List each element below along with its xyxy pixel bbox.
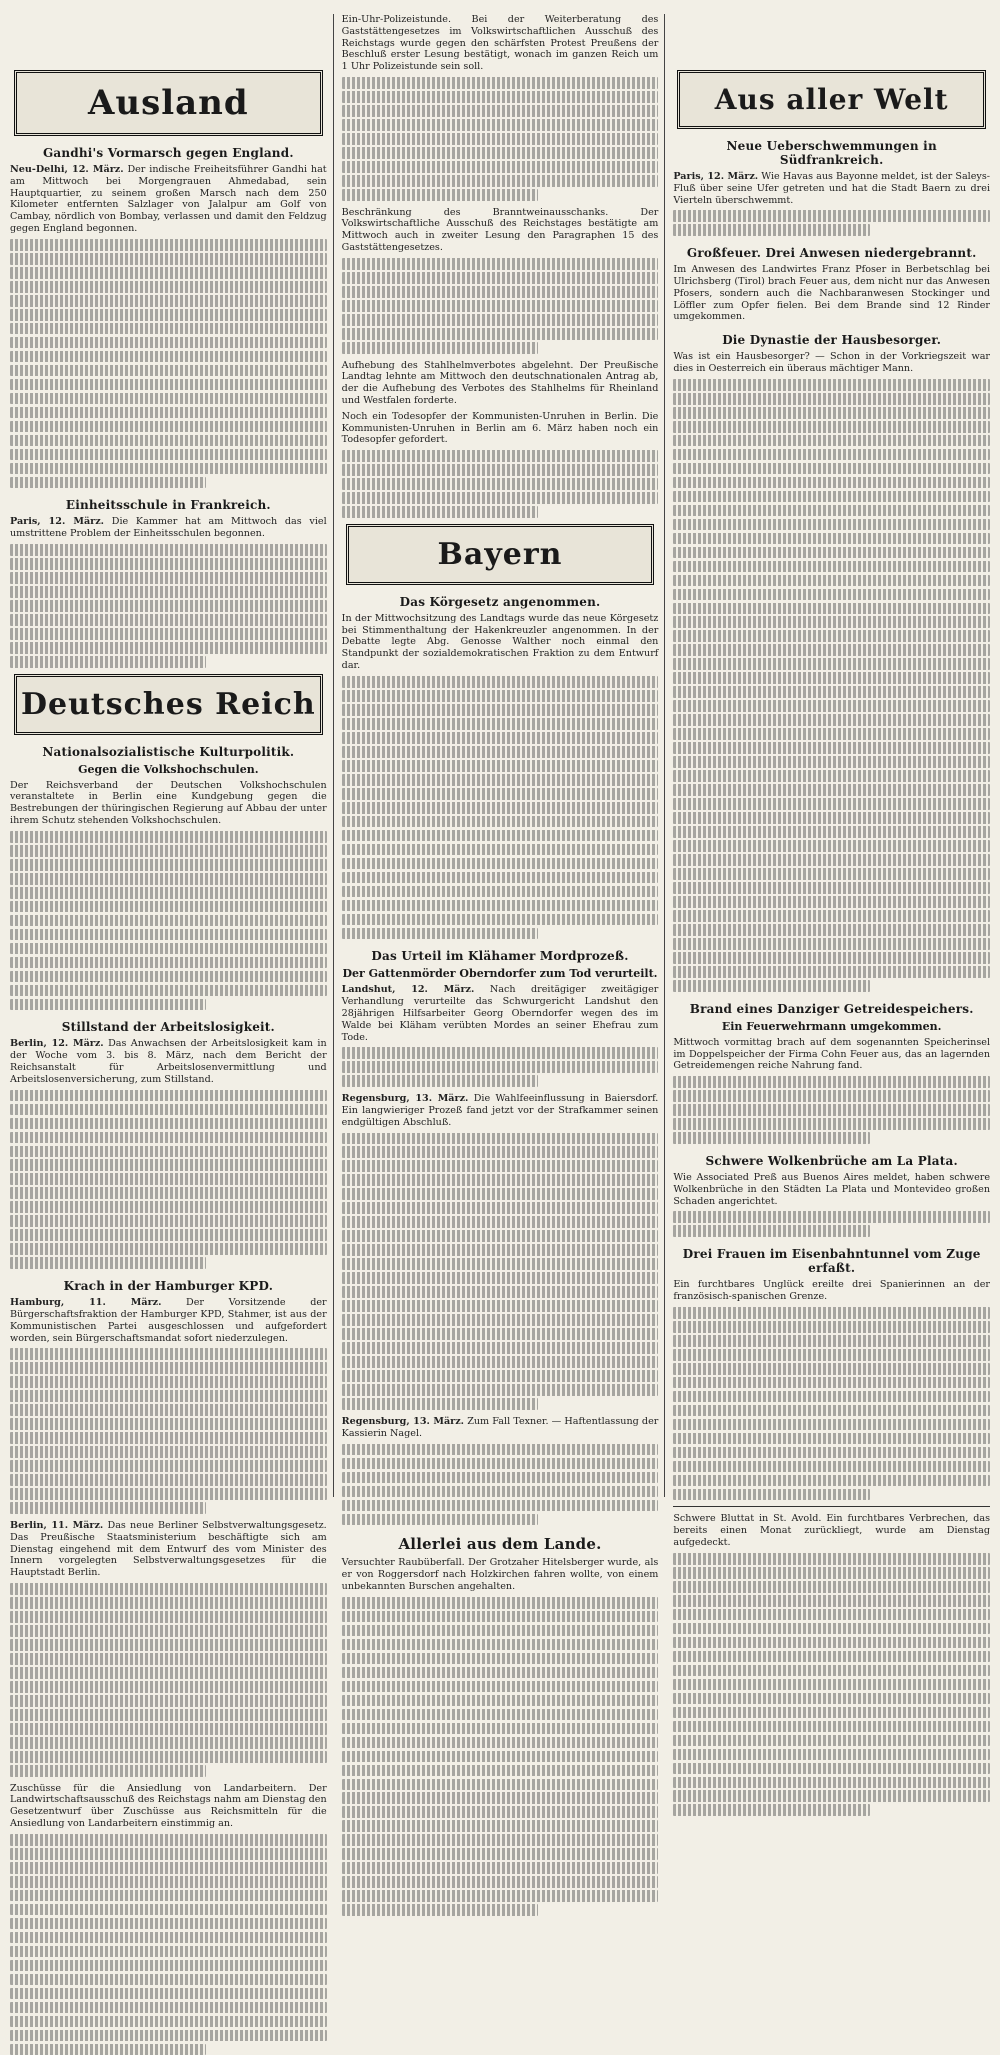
article	[673, 333, 990, 992]
article-body	[10, 1038, 327, 1085]
article-lead: Wie Associated Preß aus Buenos Aires meldet, haben schwere Wolkenbrüche in den Städten La Plata und Montevideo großen Schaden angerichtet.	[673, 1172, 991, 1207]
article-lead: Was ist ein Hausbesorger? — Schon in der Vorkriegszeit war dies in Oesterreich ein überaus mächtiger Mann.	[673, 351, 991, 374]
article-lead: Die Kammer hat am Mittwoch das viel umstrittene Problem der Einheitsschulen begonnen.	[10, 516, 327, 540]
article-dateline: Regensburg, 13. März.	[341, 1416, 465, 1427]
article-dateline: Paris, 12. März.	[673, 171, 759, 182]
article-text-lines	[673, 1076, 990, 1144]
article-headline: Großfeuer. Drei Anwesen niedergebrannt.	[686, 246, 977, 261]
article-lead: Aufhebung des Stahlhelmverbotes abgelehnt. Der Preußische Landtag lehnte am Mittwoch den deutschnationalen Antrag ab, der die Aufhebung des Verbotes des Stahlhelms für Rheinland und Westfalen forderte.	[341, 359, 659, 406]
article-headline: Krach in der Hamburger KPD.	[63, 1279, 274, 1294]
article-lead: Beschränkung des Branntweinausschanks. Der Volkswirtschaftliche Ausschuß des Reichstages bestätigte am Mittwoch auch in zweiter Lesung den Paragraphen 15 des Gaststättengesetzes.	[341, 206, 659, 254]
article-text-lines	[342, 258, 659, 354]
article-text-lines	[10, 544, 327, 668]
article-headline: Das Urteil im Klähamer Mordprozeß.	[371, 949, 629, 964]
article-dateline: Regensburg, 13. März.	[341, 1093, 469, 1105]
article-body	[10, 516, 327, 540]
article-body	[673, 171, 990, 206]
article-dateline: Paris, 12. März.	[10, 516, 105, 528]
article-text-lines	[342, 1444, 659, 1526]
column-right	[673, 14, 991, 1548]
column-left	[10, 14, 334, 1829]
article-headline: Drei Frauen im Eisenbahntunnel vom Zuge erfaßt.	[682, 1247, 981, 1276]
article-lead: Zuschüsse für die Ansiedlung von Landarbeitern. Der Landwirtschaftsausschuß des Reichstags nahm am Dienstag den Gesetzentwurf über Zuschüsse aus Reichsmitteln für die Ansiedlung von Landarbeitern einstimmig an.	[10, 1782, 327, 1829]
article-body	[10, 1520, 327, 1579]
article-dateline: Neu-Delhi, 12. März.	[10, 164, 124, 175]
article-headline: Neue Ueberschwemmungen in Südfrankreich.	[726, 139, 937, 167]
article-text-lines	[342, 676, 659, 940]
article	[10, 498, 327, 667]
article-lead: In der Mittwochsitzung des Landtags wurde das neue Körgesetz bei Stimmenthaltung der Hakenkreuzler angenommen. In der Debatte legte Abg. Genosse Walther noch einmal den Standpunkt der sozialdemokratischen Fraktion zu dem Entwurf dar.	[341, 612, 659, 672]
article-lead: Die Wahlfeeinflussung in Baiersdorf. Ein langwieriger Prozeß fand jetzt vor der Strafkammer seinen endgültigen Abschluß.	[341, 1093, 659, 1128]
article-lead: Schwere Bluttat in St. Avold. Ein furchtbares Verbrechen, das bereits einen Monat zurückliegt, wurde am Dienstag aufgedeckt.	[673, 1513, 991, 1548]
article-headline: Einheitsschule in Frankreich.	[65, 498, 271, 513]
article-text-lines	[342, 77, 659, 201]
article	[342, 14, 659, 201]
article-text-lines	[673, 379, 990, 992]
article	[342, 949, 659, 1087]
article-lead: Das Anwachsen der Arbeitslosigkeit kam in der Woche vom 3. bis 8. März, nach dem Bericht der Reichsanstalt für Arbeitslosenvermittlung und Arbeitslosenversicherung, zum Stillstand.	[10, 1038, 327, 1085]
article-lead: Der Vorsitzende der Bürgerschaftsfraktion der Hamburger KPD, Stahmer, ist aus der Kommunistischen Partei ausgeschlossen und aufgefordert worden, sein Bürgerschaftsmandat sofort niederzulegen.	[10, 1297, 327, 1344]
article-subheadline: Der Gattenmörder Oberndorfer zum Tod verurteilt.	[342, 967, 658, 981]
article-text-lines	[10, 1583, 327, 1777]
article-headline: Brand eines Danziger Getreidespeichers.	[689, 1001, 974, 1016]
article	[673, 139, 990, 236]
article-lead: Mittwoch vormittag brach auf dem sogenannten Speicherinsel im Doppelspeicher der Firma Cohn Feuer aus, das an lagernden Getreidemengen reiche Nahrung fand.	[673, 1036, 991, 1072]
article	[10, 1783, 327, 2055]
article-body	[10, 1297, 327, 1344]
article-text-lines	[10, 1834, 327, 2055]
article-text-lines	[10, 239, 327, 489]
section-masthead-ausland: Ausland	[14, 70, 323, 136]
article	[10, 1020, 327, 1269]
article-headline: Gandhi's Vormarsch gegen England.	[42, 146, 294, 160]
article-subheadline: Ein Feuerwehrmann umgekommen.	[721, 1019, 942, 1033]
article	[673, 1154, 990, 1237]
article-body	[342, 1093, 659, 1128]
article-lead: Das neue Berliner Selbstverwaltungsgesetz. Das Preußische Staatsministerium beschäftigte sich am Dienstag eingehend mit dem Entwurf des vom Minister des Innern vorgelegten Selbstverwaltungsgesetzes für die Hauptstadt Berlin.	[10, 1519, 327, 1579]
article-dateline: Berlin, 11. März.	[10, 1519, 104, 1531]
article-text-lines	[10, 831, 327, 1011]
article-lead: Versuchter Raubüberfall. Der Grotzaher Hitelsberger wurde, als er von Roggersdorf nach Holzkirchen fahren wollte, von einem unbekannten Burschen angehalten.	[341, 1557, 659, 1592]
article-text-lines	[673, 1553, 990, 1817]
article-text-lines	[342, 1597, 659, 1916]
article-lead: Im Anwesen des Landwirtes Franz Pfoser in Berbetschlag bei Ulrichsberg (Tirol) brach Feuer aus, dem nicht nur das Anwesen Pfosers, sondern auch die Nachbaranwesen Stockinger und Löffler zum Opfer fielen. Bei dem Brande sind 12 Rinder umgekommen.	[673, 264, 991, 323]
section-masthead-bayern: Bayern	[346, 524, 655, 585]
article-body	[342, 1416, 659, 1440]
column-middle	[341, 14, 666, 1592]
section-masthead-deutsches-reich: Deutsches Reich	[14, 674, 323, 735]
article-text-lines	[342, 1133, 659, 1411]
article	[342, 1093, 659, 1410]
article	[342, 360, 659, 407]
divider	[673, 1506, 990, 1507]
article	[342, 207, 659, 354]
article-dateline: Landshut, 12. März.	[341, 984, 475, 996]
article	[673, 1002, 990, 1144]
article-lead: Zum Fall Texner. — Haftentlassung der Kassierin Nagel.	[341, 1416, 659, 1439]
article-headline: Schwere Wolkenbrüche am La Plata.	[705, 1154, 958, 1168]
article-text-lines	[673, 210, 990, 236]
article-dateline: Hamburg, 11. März.	[10, 1297, 162, 1309]
article	[10, 146, 327, 488]
article	[10, 745, 327, 1011]
article-subheadline: Gegen die Volkshochschulen.	[78, 762, 259, 776]
article-text-lines	[10, 1348, 327, 1514]
article-text-lines	[342, 450, 659, 518]
section-heading-allerlei: Allerlei aus dem Lande.	[398, 1535, 602, 1554]
article-body	[342, 984, 659, 1043]
article-dateline: Berlin, 12. März.	[10, 1038, 104, 1050]
article-text-lines	[342, 1047, 659, 1087]
article-headline: Die Dynastie der Hausbesorger.	[722, 333, 942, 348]
article-headline: Das Körgesetz angenommen.	[399, 594, 601, 609]
section-masthead-aus-aller-welt: Aus aller Welt	[677, 70, 986, 129]
article-text-lines	[10, 1090, 327, 1270]
article-body	[10, 164, 327, 235]
article	[342, 411, 659, 518]
article-text-lines	[673, 1211, 990, 1237]
article-lead: Der Reichsverband der Deutschen Volkshochschulen veranstaltete in Berlin eine Kundgebung gegen die Bestrebungen der thüringischen Regierung auf Abbau der unter ihrem Schutz stehenden Volkshochschulen.	[10, 779, 327, 826]
article	[10, 1279, 327, 1514]
article	[673, 1513, 990, 1816]
article-lead: Noch ein Todesopfer der Kommunisten-Unruhen in Berlin. Die Kommunisten-Unruhen in Berlin am 6. März haben noch ein Todesopfer gefordert.	[341, 410, 659, 446]
article	[342, 1557, 659, 1916]
article-lead: Ein furchtbares Unglück ereilte drei Spanierinnen an der französisch-spanischen Grenze.	[673, 1279, 991, 1302]
article-text-lines	[673, 1307, 990, 1501]
article-headline: Nationalsozialistische Kulturpolitik.	[42, 744, 295, 759]
article-lead: Ein-Uhr-Polizeistunde. Bei der Weiterberatung des Gaststättengesetzes im Volkswirtschaftlichen Ausschuß des Reichstags wurde gegen den schärfsten Protest Preußens der Beschluß erster Lesung bestätigt, wonach im ganzen Reich um 1 Uhr Polizeistunde sein soll.	[341, 14, 659, 73]
article-headline: Stillstand der Arbeitslosigkeit.	[61, 1020, 275, 1035]
article	[673, 1247, 990, 1500]
article	[342, 595, 659, 940]
article-lead: Nach dreitägiger zweitägiger Verhandlung verurteilte das Schwurgericht Landshut den 28jährigen Hilfsarbeiter Georg Oberndorfer wegen des im Walde bei Kläham verübten Mordes an seiner Ehefrau zum Tode.	[341, 984, 659, 1043]
article	[10, 1520, 327, 1777]
article-lead: Wie Havas aus Bayonne meldet, ist der Saleys-Fluß über seine Ufer getreten und hat die Stadt Baern zu drei Vierteln überschwemmt.	[673, 171, 991, 206]
article-lead: Der indische Freiheitsführer Gandhi hat am Mittwoch bei Morgengrauen Ahmedabad, sein Hauptquartier, zu seinem großen Marsch nach dem 250 Kilometer entfernten Salzlager von Jalalpur am Golf von Cambay, nördlich von Bombay, verlassen und damit den Feldzug gegen England begonnen.	[10, 164, 327, 234]
article	[673, 246, 990, 323]
article	[342, 1416, 659, 1525]
